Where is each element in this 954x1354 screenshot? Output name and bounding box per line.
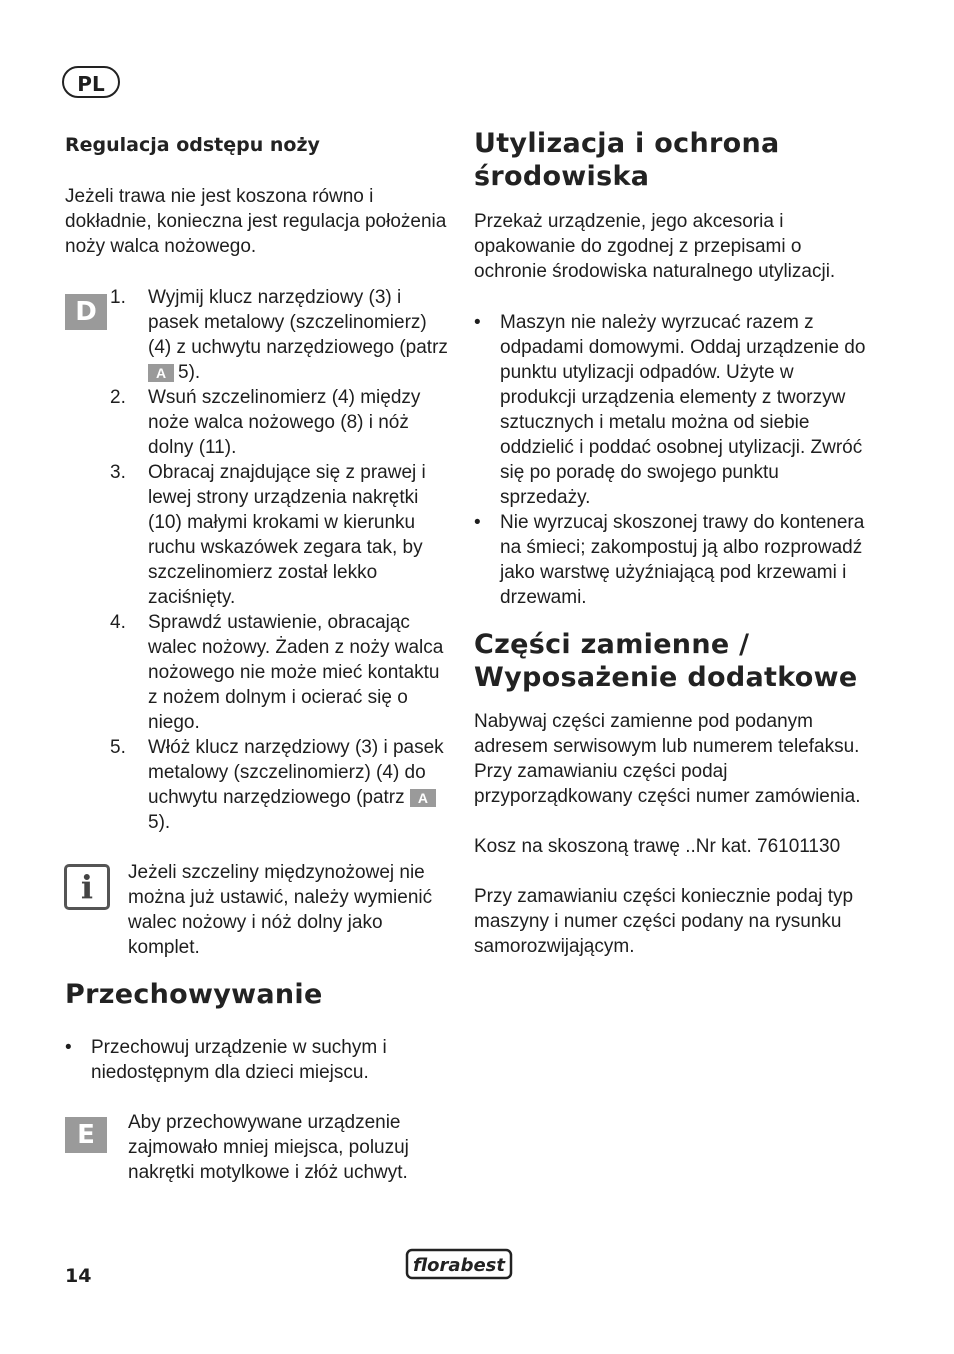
disposal-intro-text: Przekaż urządzenie, jego akcesoria i opakowanie do zgodnej z przepisami o ochronie środowiska naturalnego utylizacji.	[474, 211, 836, 282]
list-item	[65, 1035, 445, 1085]
section-title-storage: Przechowywanie	[65, 979, 323, 1010]
list-item	[474, 310, 869, 510]
bullet-text: Przechowuj urządzenie w suchym i niedostępnym dla dzieci miejscu.	[91, 1037, 387, 1083]
figure-ref-a: A	[410, 789, 436, 807]
parts-note-text: Przy zamawianiu części koniecznie podaj typ maszyny i numer części podany na rysunku samorozwijającym.	[474, 886, 854, 957]
step-text: Sprawdź ustawienie, obracając walec nożowy. Żaden z noży walca nożowego nie może mieć kontaktu z nożem dolnym i ocierać się o niego.	[148, 612, 444, 733]
list-item	[110, 460, 450, 610]
list-item	[474, 510, 869, 610]
step-ref-tail: 5).	[178, 362, 201, 383]
step-number: 2.	[110, 387, 126, 408]
figure-ref-a: A	[148, 364, 174, 382]
bullet-dot: •	[474, 512, 481, 533]
bullet-dot: •	[65, 1037, 72, 1058]
step-number: 4.	[110, 612, 126, 633]
disposal-bullets	[474, 310, 869, 610]
section-title-spare-parts: Części zamienne / Wyposażenie dodatkowe	[474, 629, 858, 693]
blade-steps-list	[110, 285, 450, 835]
catalog-line: Kosz na skoszoną trawę ..Nr kat. 76101130	[474, 836, 841, 857]
language-badge: PL	[62, 66, 120, 98]
step-text: Obracaj znajdujące się z prawej i lewej strony urządzenia nakrętki (10) małymi krokami w kierunku ruchu wskazówek zegara tak, by szczelinomierz został lekko zaciśnięty.	[148, 462, 426, 608]
bullet-text: Nie wyrzucaj skoszonej trawy do kontenera na śmieci; zakompostuj ją albo rozprowadź jako warstwę użyźniającą pod krzewami i drzewami.	[500, 512, 865, 608]
step-ref-tail: 5).	[148, 812, 171, 833]
brand-logo	[405, 1246, 513, 1282]
bullet-text: Maszyn nie należy wyrzucać razem z odpadami domowymi. Oddaj urządzenie do punktu utylizacji odpadów. Użyte w produkcji urządzenia elementy z tworzyw sztucznych i metalu można od siebie oddzielić i poddać osobnej utylizacji. Zwróć się po poradę do swojego punktu sprzedaży.	[500, 312, 866, 508]
step-text: Wyjmij klucz narzędziowy (3) i pasek metalowy (szczelinomierz) (4) z uchwytu narzędziowego (patrz	[148, 287, 448, 358]
bullet-dot: •	[474, 312, 481, 333]
step-text: Wsuń szczelinomierz (4) między noże walca nożowego (8) i nóż dolny (11).	[148, 387, 421, 458]
list-item	[110, 285, 450, 385]
page-number: 14	[65, 1265, 92, 1287]
figure-label-e: E	[65, 1117, 107, 1153]
figure-label-d: D	[65, 294, 107, 330]
list-item	[110, 610, 450, 735]
step-number: 5.	[110, 737, 126, 758]
list-item	[110, 735, 450, 835]
blade-intro-text: Jeżeli trawa nie jest koszona równo i dokładnie, konieczna jest regulacja położenia noży walca nożowego.	[65, 186, 447, 257]
storage-note-text: Aby przechowywane urządzenie zajmowało mniej miejsca, poluzuj nakrętki motylkowe i złóż uchwyt.	[128, 1112, 409, 1183]
info-icon: i	[64, 864, 110, 910]
step-number: 3.	[110, 462, 126, 483]
brand-logo-text: florabest	[413, 1255, 505, 1276]
section-title-disposal: Utylizacja i ochrona środowiska	[474, 128, 780, 192]
step-number: 1.	[110, 287, 126, 308]
storage-bullets	[65, 1035, 445, 1085]
parts-intro-text: Nabywaj części zamienne pod podanym adresem serwisowym lub numerem telefaksu. Przy zamawianiu części podaj przyporządkowany części numer zamówienia.	[474, 711, 861, 807]
section-title-blade-adjustment: Regulacja odstępu noży	[65, 134, 320, 156]
list-item	[110, 385, 450, 460]
step-text: Włóż klucz narzędziowy (3) i pasek metalowy (szczelinomierz) (4) do uchwytu narzędziowego (patrz	[148, 737, 444, 808]
info-note-text: Jeżeli szczeliny międzynożowej nie można już ustawić, należy wymienić walec nożowy i nóż dolny jako komplet.	[128, 862, 433, 958]
